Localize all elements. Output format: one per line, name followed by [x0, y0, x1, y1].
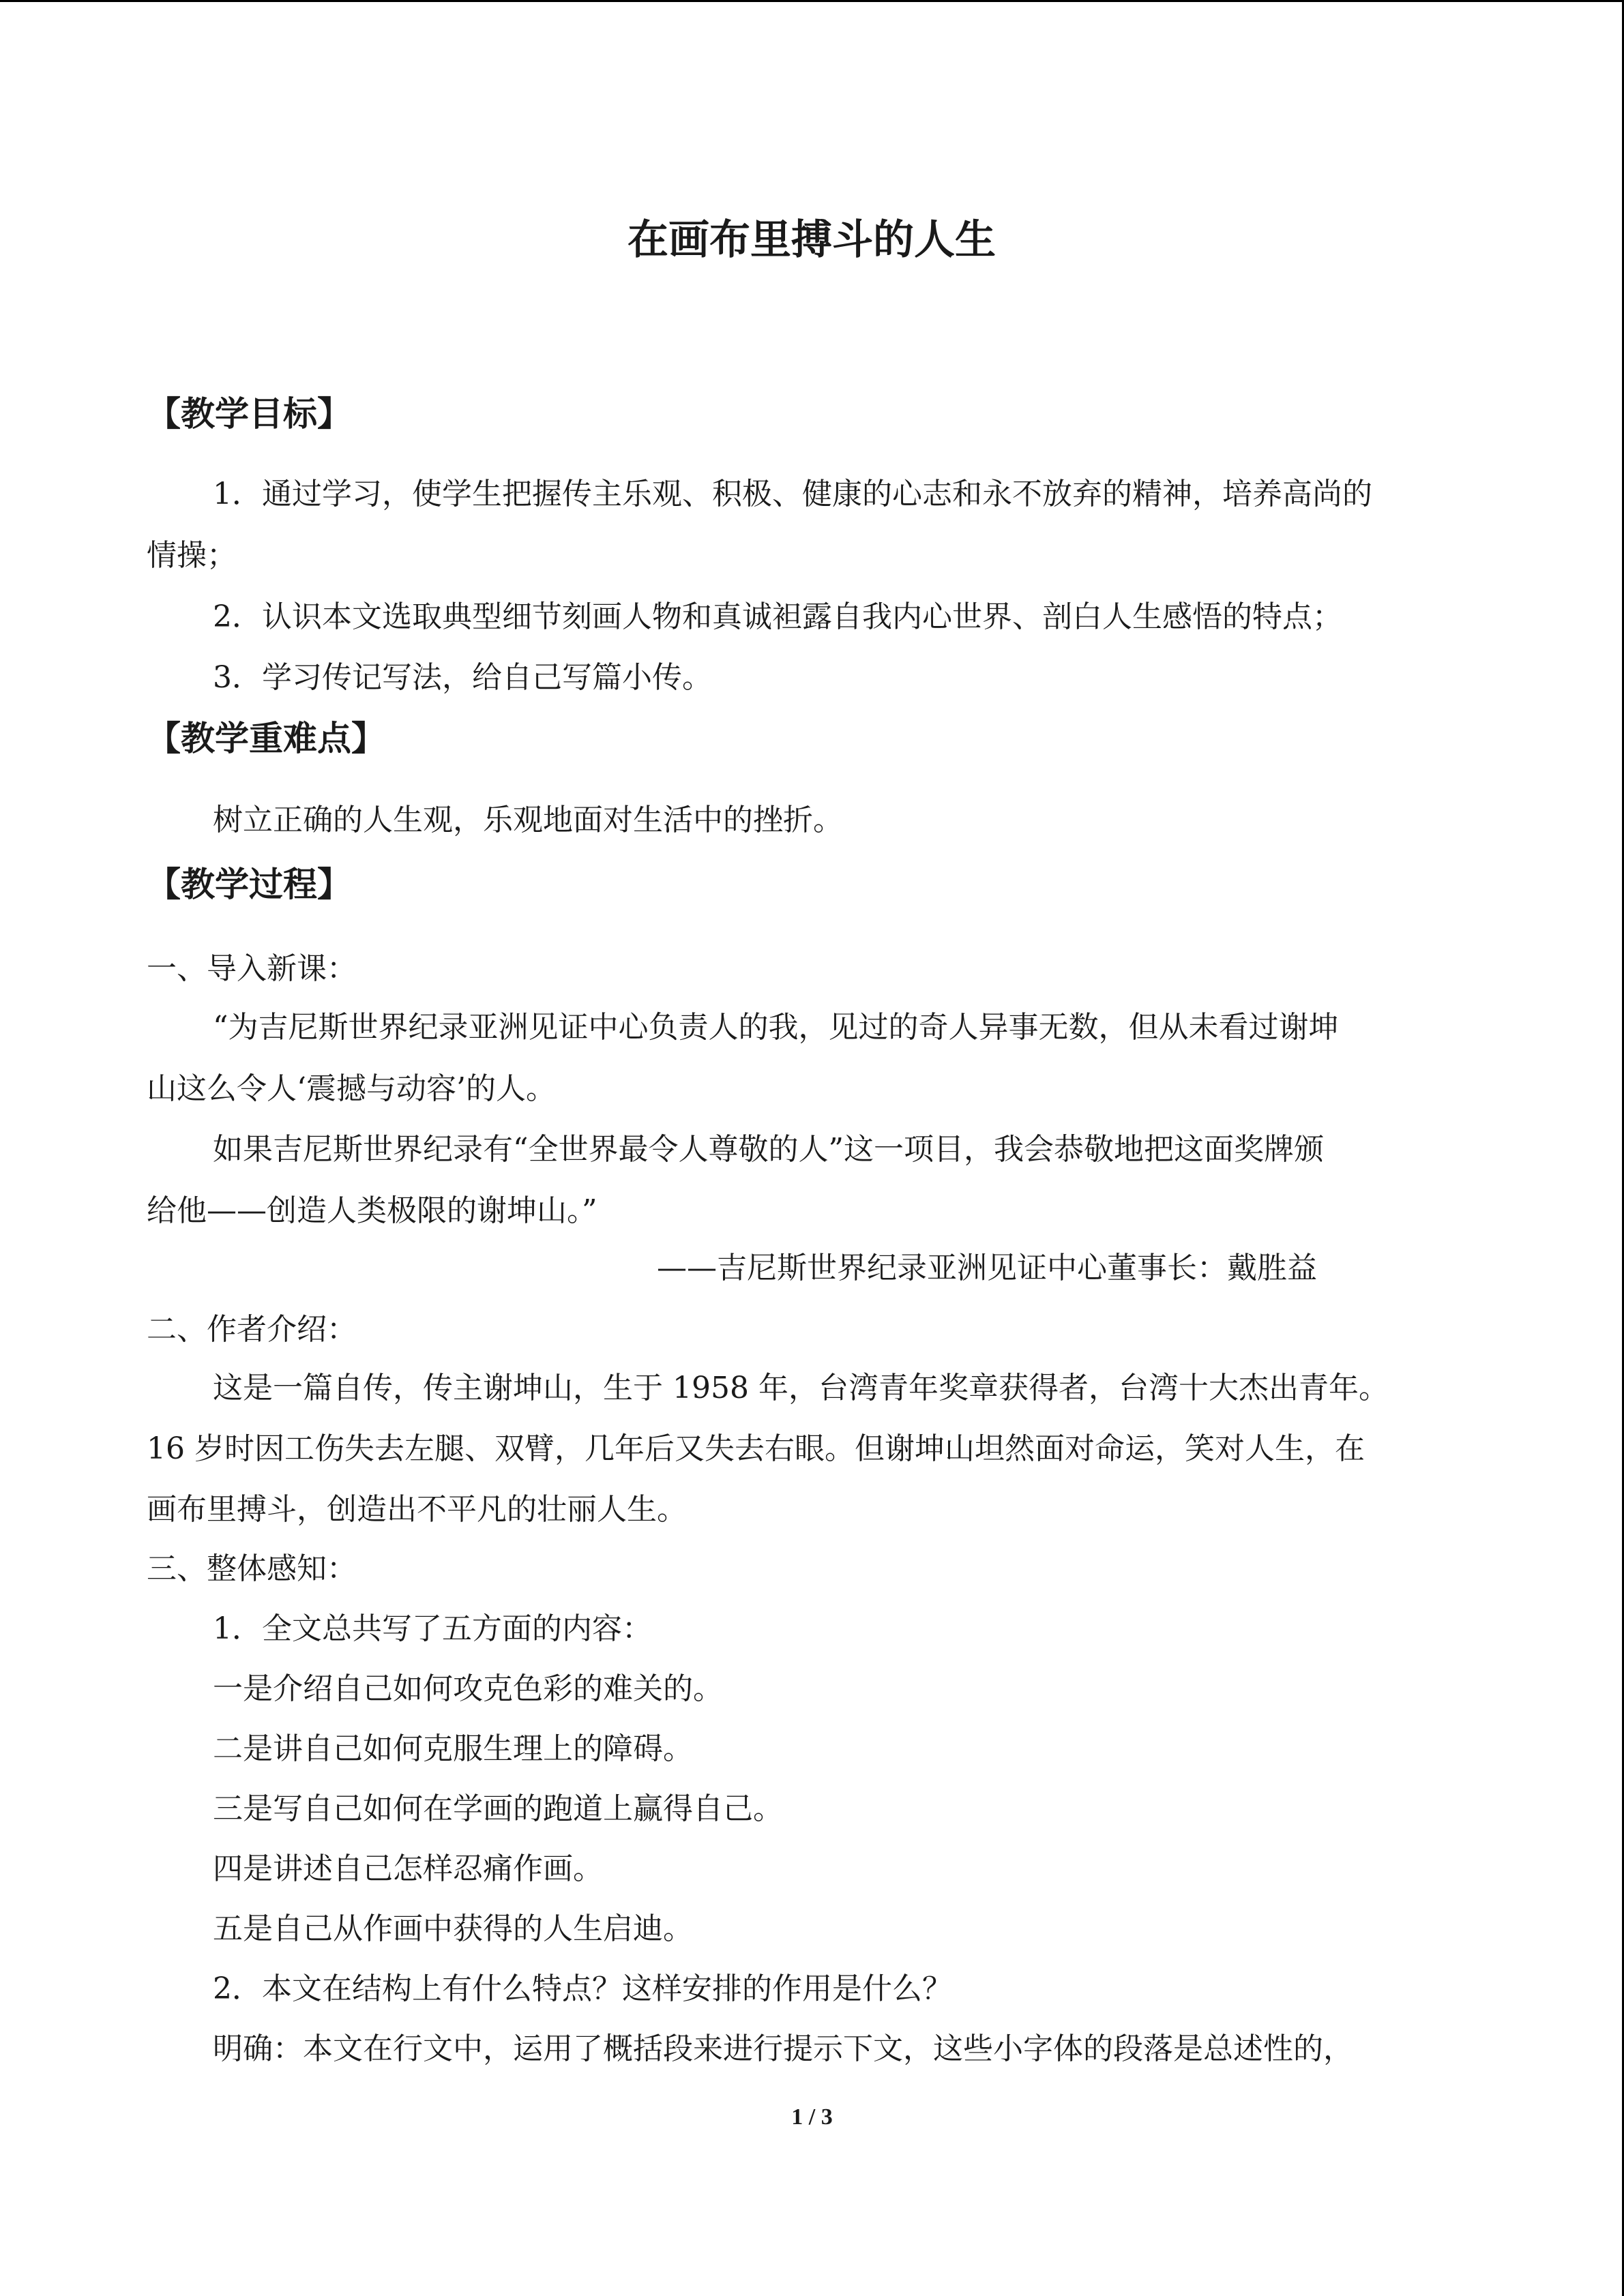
process-intro-heading: 一、导入新课： — [147, 951, 357, 986]
quote-line-2: 山这么令人‘震撼与动容’的人。 — [147, 1071, 556, 1106]
overview-item-1: 1．全文总共写了五方面的内容： — [213, 1611, 652, 1646]
overview-item-1a: 一是介绍自己如何攻克色彩的难关的。 — [213, 1671, 723, 1706]
goal-item-2: 2．认识本文选取典型细节刻画人物和真诚袒露自我内心世界、剖白人生感悟的特点； — [213, 599, 1342, 634]
page-number: 1 / 3 — [791, 2104, 833, 2130]
key-points-text: 树立正确的人生观，乐观地面对生活中的挫折。 — [213, 803, 843, 837]
author-line-2: 16 岁时因工伤失去左腿、双臂，几年后又失去右眼。但谢坤山坦然面对命运，笑对人生，在 — [147, 1431, 1365, 1466]
section-heading-goals: 【教学目标】 — [147, 394, 351, 434]
overview-item-1e: 五是自己从作画中获得的人生启迪。 — [213, 1911, 693, 1946]
quote-line-1: “为吉尼斯世界纪录亚洲见证中心负责人的我，见过的奇人异事无数，但从未看过谢坤 — [213, 1010, 1339, 1045]
author-line-3: 画布里搏斗，创造出不平凡的壮丽人生。 — [147, 1492, 687, 1527]
document-title: 在画布里搏斗的人生 — [628, 216, 996, 264]
section-heading-process: 【教学过程】 — [147, 865, 351, 904]
overview-item-2-answer: 明确：本文在行文中，运用了概括段来进行提示下文，这些小字体的段落是总述性的， — [213, 2031, 1353, 2066]
author-line-1: 这是一篇自传，传主谢坤山，生于 1958 年，台湾青年奖章获得者，台湾十大杰出青年。 — [213, 1371, 1389, 1405]
overview-item-1c: 三是写自己如何在学画的跑道上赢得自己。 — [213, 1791, 783, 1826]
overview-item-1d: 四是讲述自己怎样忍痛作画。 — [213, 1851, 603, 1886]
overview-item-2: 2．本文在结构上有什么特点？这样安排的作用是什么？ — [213, 1971, 952, 2006]
goal-item-3: 3．学习传记写法，给自己写篇小传。 — [213, 660, 712, 695]
author-heading: 二、作者介绍： — [147, 1312, 357, 1347]
quote-line-3: 如果吉尼斯世界纪录有“全世界最令人尊敬的人”这一项目，我会恭敬地把这面奖牌颁 — [213, 1132, 1324, 1167]
overview-item-1b: 二是讲自己如何克服生理上的障碍。 — [213, 1731, 693, 1766]
goal-item-1-line2: 情操； — [147, 538, 237, 573]
quote-line-4: 给他——创造人类极限的谢坤山。” — [147, 1193, 597, 1228]
quote-signature: ——吉尼斯世界纪录亚洲见证中心董事长：戴胜益 — [657, 1251, 1317, 1285]
section-heading-key-points: 【教学重难点】 — [147, 719, 385, 758]
overview-heading: 三、整体感知： — [147, 1551, 357, 1586]
goal-item-1-line1: 1．通过学习，使学生把握传主乐观、积极、健康的心志和永不放弃的精神，培养高尚的 — [213, 477, 1372, 511]
